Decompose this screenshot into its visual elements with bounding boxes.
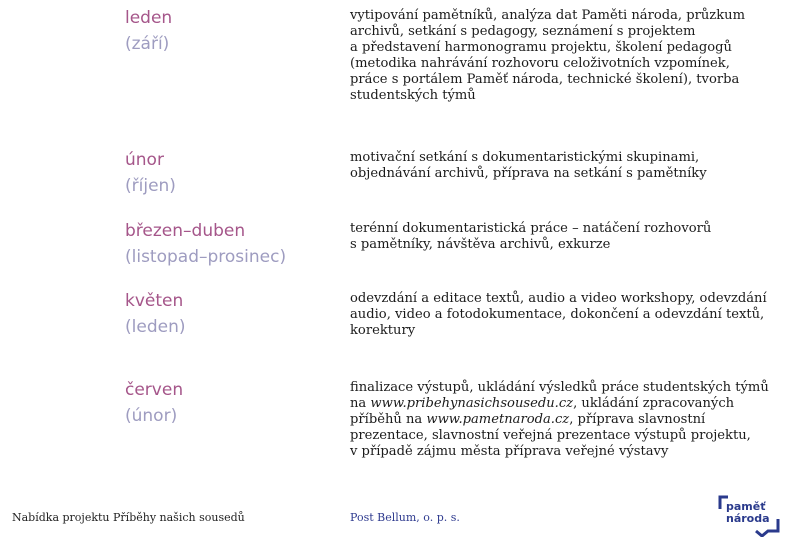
pamet-naroda-logo — [716, 493, 786, 537]
description-text: , ukládání zpracovaných — [573, 396, 735, 411]
description-line — [350, 380, 790, 396]
description-text: příběhů na — [350, 412, 427, 427]
description-line — [350, 323, 790, 339]
description-text: v případě zájmu města příprava veřejné výstavy — [350, 444, 669, 459]
description-line — [350, 396, 790, 412]
description-text: s pamětníky, návštěva archivů, exkurze — [350, 237, 611, 252]
description-text: finalizace výstupů, ukládání výsledků práce studentských týmů — [350, 380, 769, 395]
period-primary: květen — [125, 291, 184, 311]
description-text: korektury — [350, 323, 416, 338]
description-text: odevzdání a editace textů, audio a video workshopy, odevzdání — [350, 291, 767, 306]
description-line — [350, 428, 790, 444]
description-line — [350, 88, 790, 104]
footer-project-name: Nabídka projektu Příběhy našich sousedů — [12, 511, 245, 524]
description-line — [350, 40, 790, 56]
description-line — [350, 412, 790, 428]
description-text: audio, video a fotodokumentace, dokončení a odevzdání textů, — [350, 307, 765, 322]
period-label — [125, 147, 176, 199]
description-line — [350, 56, 790, 72]
logo-text-line1: paměť — [726, 500, 766, 513]
period-alternate: (říjen) — [125, 176, 176, 196]
description-line — [350, 150, 790, 166]
period-alternate: (září) — [125, 34, 170, 54]
period-label — [125, 218, 286, 270]
description-line — [350, 166, 790, 182]
description-text: studentských týmů — [350, 88, 476, 103]
period-label — [125, 5, 172, 57]
period-primary: leden — [125, 8, 173, 28]
description-text: motivační setkání s dokumentaristickými skupinami, — [350, 150, 700, 165]
period-description — [350, 380, 790, 460]
description-line — [350, 307, 790, 323]
description-line — [350, 444, 790, 460]
period-alternate: (leden) — [125, 317, 186, 337]
description-line — [350, 8, 790, 24]
description-line — [350, 72, 790, 88]
period-description — [350, 221, 790, 253]
web-address: www.pribehynasichsousedu.cz — [370, 396, 574, 411]
description-line — [350, 291, 790, 307]
description-text: , příprava slavnostní — [569, 412, 706, 427]
period-label — [125, 377, 183, 429]
period-primary: únor — [125, 150, 164, 170]
description-text: vytipování pamětníků, analýza dat Paměti národa, průzkum — [350, 8, 745, 23]
description-text: práce s portálem Paměť národa, technické školení), tvorba — [350, 72, 740, 87]
description-text: objednávání archivů, příprava na setkání s pamětníky — [350, 166, 707, 181]
web-address: www.pametnaroda.cz — [426, 412, 570, 427]
period-alternate: (únor) — [125, 406, 178, 426]
period-primary: březen–duben — [125, 221, 246, 241]
description-text: archivů, setkání s pedagogy, seznámení s projektem — [350, 24, 696, 39]
period-description — [350, 291, 790, 339]
period-description — [350, 150, 790, 182]
period-primary: červen — [125, 380, 184, 400]
period-alternate: (listopad–prosinec) — [125, 247, 287, 267]
description-line — [350, 237, 790, 253]
description-line — [350, 221, 790, 237]
period-description — [350, 8, 790, 104]
description-text: terénní dokumentaristická práce – natáčení rozhovorů — [350, 221, 712, 236]
description-text: na — [350, 396, 371, 411]
footer-organization: Post Bellum, o. p. s. — [350, 511, 460, 524]
description-text: (metodika nahrávání rozhovoru celoživotních vzpomínek, — [350, 56, 730, 71]
description-text: prezentace, slavnostní veřejná prezentace výstupů projektu, — [350, 428, 751, 443]
period-label — [125, 288, 185, 340]
description-text: a představení harmonogramu projektu, školení pedagogů — [350, 40, 732, 55]
logo-text-line2: národa — [726, 512, 770, 525]
description-line — [350, 24, 790, 40]
